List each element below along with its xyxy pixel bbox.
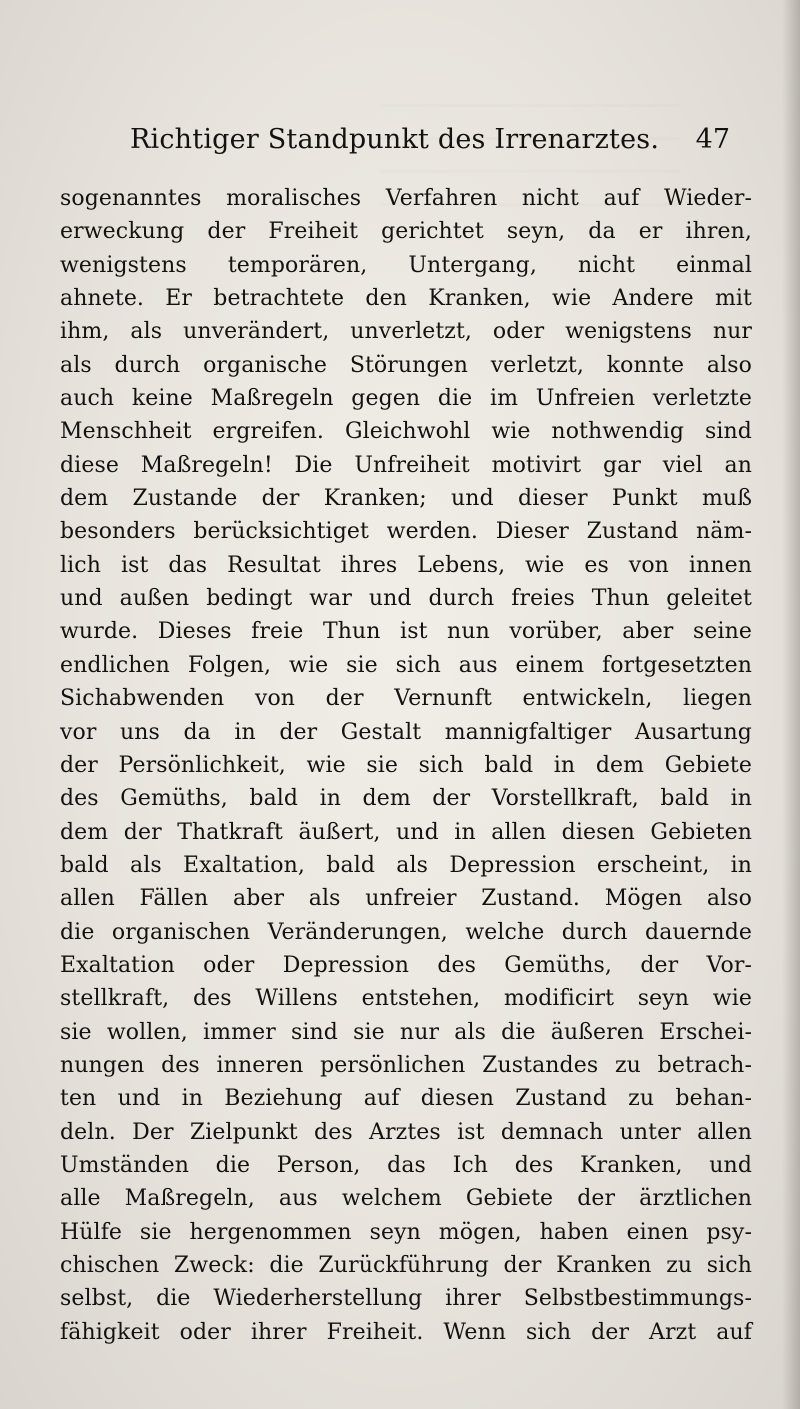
text-line: und außen bedingt war und durch freies Thun geleitet: [60, 586, 752, 612]
text-line: dem Zustande der Kranken; und dieser Punkt muß: [60, 486, 752, 512]
body-text: [60, 182, 752, 1349]
text-line: Menschheit ergreifen. Gleichwohl wie nothwendig sind: [60, 419, 752, 445]
text-line: nungen des inneren persönlichen Zustandes zu betrach-: [60, 1052, 752, 1078]
text-line: deln. Der Zielpunkt des Arztes ist demnach unter allen: [60, 1119, 752, 1145]
running-title: Richtiger Standpunkt des Irrenarztes.: [130, 124, 660, 155]
text-line: besonders berücksichtiget werden. Dieser Zustand näm-: [60, 519, 752, 545]
text-line: auch keine Maßregeln gegen die im Unfreien verletzte: [60, 386, 752, 412]
text-line: ihm, als unverändert, unverletzt, oder wenigstens nur: [60, 319, 752, 345]
text-line: chischen Zweck: die Zurückführung der Kranken zu sich: [60, 1253, 752, 1278]
text-line: vor uns da in der Gestalt mannigfaltiger Ausartung: [60, 719, 752, 745]
text-line: Sichabwenden von der Vernunft entwickeln, liegen: [60, 686, 752, 712]
text-line: als durch organische Störungen verletzt, konnte also: [60, 352, 752, 378]
text-line: ten und in Beziehung auf diesen Zustand zu behan-: [60, 1086, 752, 1112]
text-line: sie wollen, immer sind sie nur als die äußeren Erschei-: [60, 1019, 752, 1045]
text-line: sogenanntes moralisches Verfahren nicht auf Wieder-: [60, 186, 752, 211]
text-line: dem der Thatkraft äußert, und in allen diesen Gebieten: [60, 819, 752, 845]
text-line: der Persönlichkeit, wie sie sich bald in dem Gebiete: [60, 752, 752, 778]
text-line: Umständen die Person, das Ich des Kranken, und: [60, 1152, 752, 1178]
text-line: alle Maßregeln, aus welchem Gebiete der ärztlichen: [60, 1186, 752, 1212]
text-line: wenigstens temporären, Untergang, nicht einmal: [60, 252, 752, 278]
text-line: bald als Exaltation, bald als Depression erscheint, in: [60, 852, 752, 878]
text-line: die organischen Veränderungen, welche durch dauernde: [60, 919, 752, 945]
text-line: wurde. Dieses freie Thun ist nun vorüber, aber seine: [60, 619, 752, 645]
page-number: 47: [695, 124, 730, 155]
text-line: erweckung der Freiheit gerichtet seyn, da er ihren,: [60, 219, 752, 245]
text-line: allen Fällen aber als unfreier Zustand. Mögen also: [60, 886, 752, 912]
text-line: selbst, die Wiederherstellung ihrer Selbstbestimmungs-: [60, 1286, 752, 1312]
text-line: stellkraft, des Willens entstehen, modificirt seyn wie: [60, 986, 752, 1012]
text-line: fähigkeit oder ihrer Freiheit. Wenn sich der Arzt auf: [60, 1319, 752, 1345]
text-line: lich ist das Resultat ihres Lebens, wie es von innen: [60, 552, 752, 578]
text-line: Hülfe sie hergenommen seyn mögen, haben einen psy-: [60, 1219, 752, 1245]
text-line: des Gemüths, bald in dem der Vorstellkraft, bald in: [60, 786, 752, 812]
text-line: diese Maßregeln! Die Unfreiheit motivirt gar viel an: [60, 452, 752, 478]
text-line: endlichen Folgen, wie sie sich aus einem fortgesetzten: [60, 652, 752, 678]
text-line: ahnete. Er betrachtete den Kranken, wie Andere mit: [60, 286, 752, 312]
page-header: [130, 118, 730, 162]
text-line: Exaltation oder Depression des Gemüths, der Vor-: [60, 952, 752, 978]
page-edge-shadow: [782, 0, 800, 1409]
